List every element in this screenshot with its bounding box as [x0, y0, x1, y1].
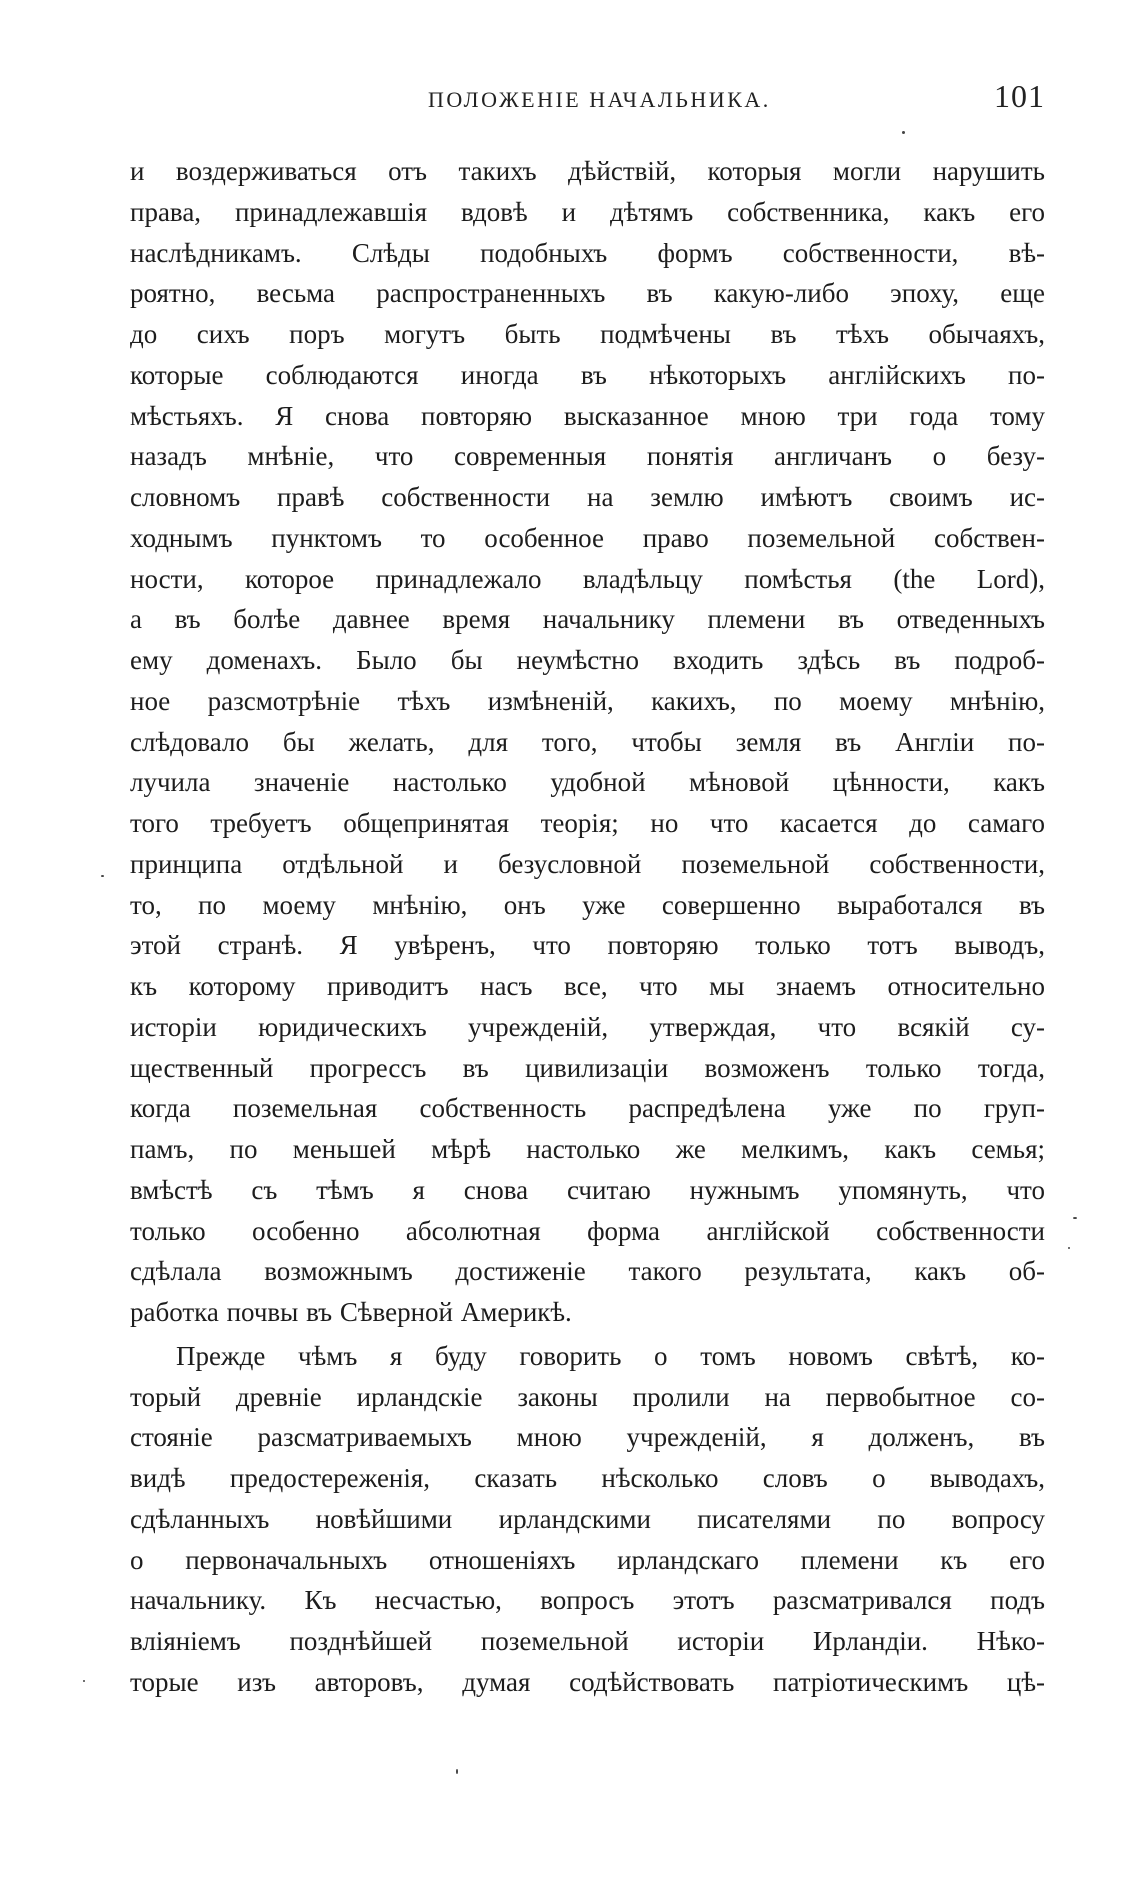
text-line: и воздерживаться отъ такихъ дѣйствій, которыя могли нарушить: [130, 156, 1045, 186]
text-line: о первоначальныхъ отношеніяхъ ирландскаго племени къ его: [130, 1544, 1045, 1575]
text-line: сдѣланныхъ новѣйшими ирландскими писателями по вопросу: [130, 1503, 1045, 1534]
text-line: торый древніе ирландскіе законы пролили на первобытное со-: [130, 1381, 1045, 1412]
page-header: [130, 78, 1045, 118]
text-line: сдѣлала возможнымъ достиженіе такого результата, какъ об-: [130, 1256, 1045, 1287]
scan-speck: [1073, 1217, 1077, 1219]
scan-speck: [101, 875, 104, 877]
scan-speck: [83, 1680, 85, 1682]
paragraph-2: [130, 1336, 1045, 1703]
text-line: только особенно абсолютная форма англійской собственности: [130, 1215, 1045, 1246]
text-line: вліяніемъ позднѣйшей поземельной исторіи Ирландіи. Нѣко-: [130, 1626, 1045, 1656]
text-line: къ которому приводитъ насъ все, что мы знаемъ относительно: [130, 971, 1045, 1001]
text-line: стояніе разсматриваемыхъ мною учрежденій, я долженъ, въ: [130, 1422, 1045, 1453]
text-line: права, принадлежавшія вдовѣ и дѣтямъ собственника, какъ его: [130, 196, 1045, 227]
text-line: видѣ предостереженія, сказать нѣсколько словъ о выводахъ,: [130, 1463, 1045, 1493]
text-line: роятно, весьма распространенныхъ въ какую-либо эпоху, еще: [130, 278, 1045, 309]
text-line: того требуетъ общепринятая теорія; но что касается до самаго: [130, 808, 1045, 838]
text-line: вмѣстѣ съ тѣмъ я снова считаю нужнымъ упомянуть, что: [130, 1174, 1045, 1205]
running-head: ПОЛОЖЕНІЕ НАЧАЛЬНИКА.: [428, 87, 771, 112]
text-line: ное разсмотрѣніе тѣхъ измѣненій, какихъ, по моему мнѣнію,: [130, 685, 1045, 716]
text-line: ходнымъ пунктомъ то особенное право поземельной собствен-: [130, 522, 1045, 553]
text-line: слѣдовало бы желать, для того, чтобы земля въ Англіи по-: [130, 726, 1045, 757]
text-line: то, по моему мнѣнію, онъ уже совершенно выработался въ: [130, 889, 1045, 920]
text-line: мѣстьяхъ. Я снова повторяю высказанное мною три года тому: [130, 400, 1045, 431]
text-line: назадъ мнѣніе, что современныя понятія англичанъ о безу-: [130, 441, 1045, 472]
body-text: [130, 151, 1045, 1703]
text-line: памъ, по меньшей мѣрѣ настолько же мелкимъ, какъ семья;: [130, 1134, 1045, 1164]
text-line: торые изъ авторовъ, думая содѣйствовать патріотическимъ цѣ-: [130, 1666, 1045, 1697]
text-line: Прежде чѣмъ я буду говорить о томъ новомъ свѣтѣ, ко-: [176, 1340, 1045, 1371]
text-line: ему доменахъ. Было бы неумѣстно входить здѣсь въ подроб-: [130, 645, 1045, 675]
text-line: а въ болѣе давнее время начальнику племени въ отведенныхъ: [130, 604, 1045, 635]
scan-speck: [1068, 1247, 1070, 1249]
scan-speck: [902, 131, 905, 134]
paragraph-1: [130, 151, 1045, 1333]
text-line: этой странѣ. Я увѣренъ, что повторяю только тотъ выводъ,: [130, 930, 1045, 961]
text-line: наслѣдникамъ. Слѣды подобныхъ формъ собственности, вѣ-: [130, 237, 1045, 268]
text-line: начальнику. Къ несчастью, вопросъ этотъ разсматривался подъ: [130, 1585, 1045, 1616]
text-line: работка почвы въ Сѣверной Америкѣ.: [130, 1297, 572, 1327]
text-line: словномъ правѣ собственности на землю имѣютъ своимъ ис-: [130, 482, 1045, 512]
text-line: которые соблюдаются иногда въ нѣкоторыхъ англійскихъ по-: [130, 359, 1045, 390]
scan-speck: [456, 1769, 458, 1774]
page-number: 101: [994, 78, 1045, 114]
text-line: лучила значеніе настолько удобной мѣновой цѣнности, какъ: [130, 767, 1045, 798]
text-line: до сихъ поръ могутъ быть подмѣчены въ тѣхъ обычаяхъ,: [130, 319, 1045, 349]
text-line: когда поземельная собственность распредѣлена уже по груп-: [130, 1093, 1045, 1124]
text-line: щественный прогрессъ въ цивилизаціи возможенъ только тогда,: [130, 1052, 1045, 1083]
text-line: принципа отдѣльной и безусловной поземельной собственности,: [130, 848, 1045, 879]
text-line: исторіи юридическихъ учрежденій, утверждая, что всякій су-: [130, 1011, 1045, 1042]
text-line: ности, которое принадлежало владѣльцу помѣстья (the Lord),: [130, 563, 1045, 594]
